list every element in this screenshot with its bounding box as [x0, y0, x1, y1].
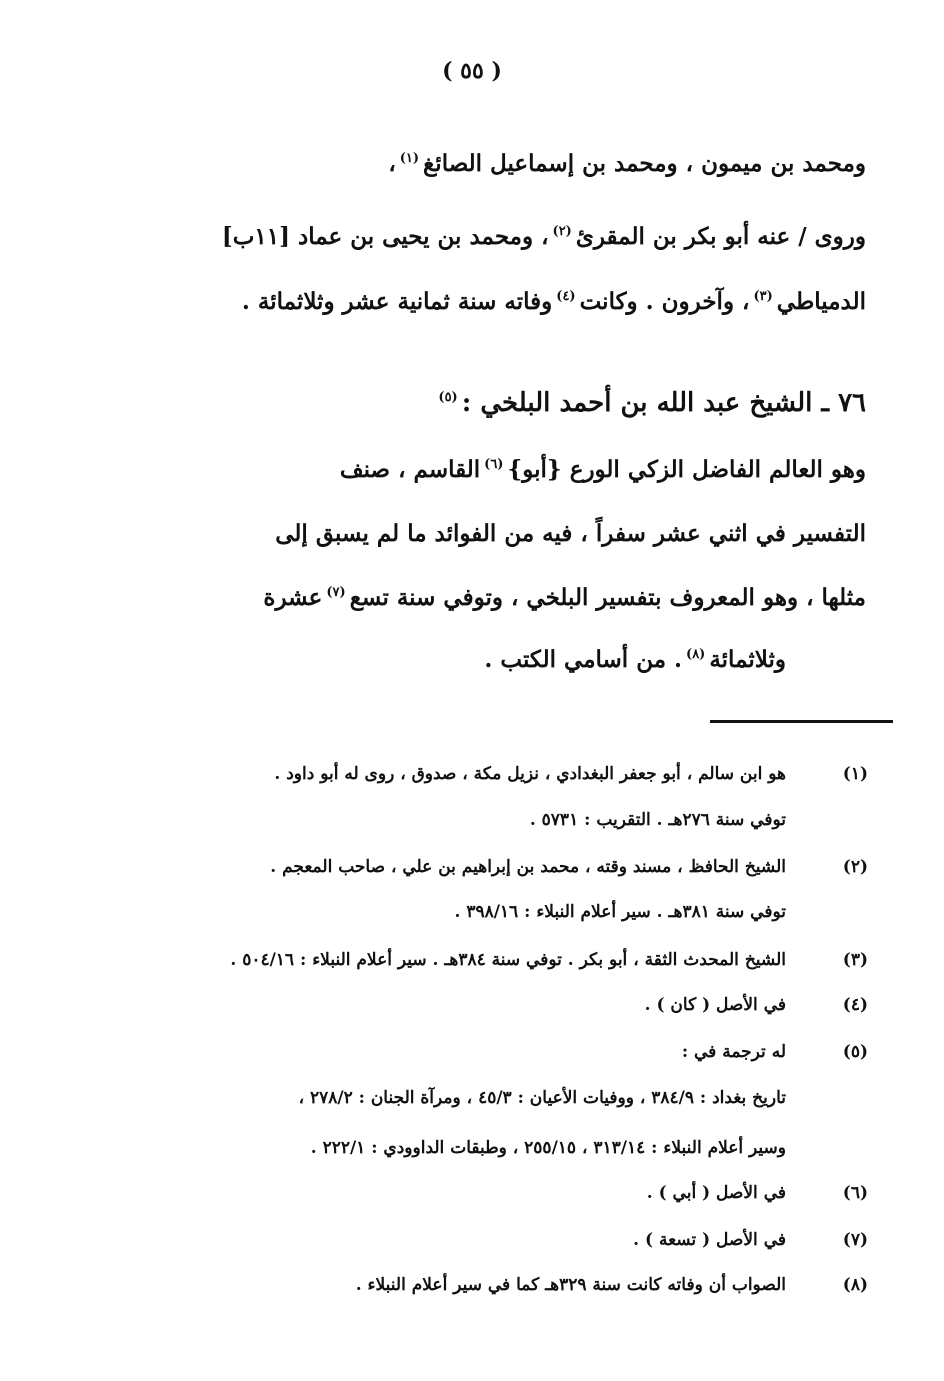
- footnote-text: في الأصل ( تسعة ) .: [633, 1230, 786, 1250]
- footnote-mark-1: (١): [399, 151, 420, 167]
- footnote-text: وسير أعلام النبلاء : ٣١٣/١٤ ، ٢٥٥/١٥ ، وطبقات الداوودي : ٢٢٢/١ .: [310, 1138, 786, 1158]
- footnote-text: الشيخ المحدث الثقة ، أبو بكر . توفي سنة ٣٨٤هـ . سير أعلام النبلاء : ٥٠٤/١٦ .: [230, 950, 786, 970]
- body-text: وروى / عنه أبو بكر بن المقرئ: [575, 223, 866, 250]
- footnote-number: (٣): [842, 950, 868, 970]
- footnote-text: تاريخ بغداد : ٣٨٤/٩ ، ووفيات الأعيان : ٤٥/٣ ، ومرآة الجنان : ٢٧٨/٢ ،: [298, 1088, 786, 1108]
- entry-text: . من أسامي الكتب .: [484, 646, 683, 673]
- footnote-number: (٦): [842, 1183, 868, 1203]
- body-line-3: [242, 290, 866, 313]
- body-text: الدمياطي: [776, 288, 866, 315]
- entry-heading: [434, 388, 866, 418]
- footnote-text: هو ابن سالم ، أبو جعفر البغدادي ، نزيل مكة ، صدوق ، روى له أبو داود .: [274, 764, 786, 784]
- body-text: ، ومحمد بن يحيى بن عماد [١١ب]: [221, 223, 549, 250]
- footnote-number: (١): [842, 764, 868, 784]
- footnote-number: (٤): [842, 995, 868, 1015]
- footnote-number: (٧): [842, 1230, 868, 1250]
- footnote-mark-5: (٥): [438, 390, 458, 406]
- page-number: ( ٥٥ ): [442, 58, 502, 84]
- body-line-1: [388, 152, 866, 175]
- footnote-number: (٢): [842, 857, 868, 877]
- entry-title: ٧٦ ـ الشيخ عبد الله بن أحمد البلخي :: [461, 388, 866, 418]
- entry-text: وثلاثمائة: [709, 646, 786, 673]
- footnote-text: في الأصل ( كان ) .: [644, 995, 786, 1015]
- entry-text: مثلها ، وهو المعروف بتفسير البلخي ، وتوفي سنة تسع: [349, 584, 866, 611]
- entry-line-3: [263, 586, 866, 609]
- entry-line-2: [275, 522, 866, 545]
- footnote-mark-6: (٦): [484, 457, 504, 473]
- footnote-text: توفي سنة ٢٧٦هـ . التقريب : ٥٧٣١ .: [529, 810, 786, 830]
- body-text: وفاته سنة ثمانية عشر وثلاثمائة .: [241, 288, 553, 315]
- footnote-number: (٨): [842, 1275, 868, 1295]
- entry-text: التفسير في اثني عشر سفراً ، فيه من الفوائد ما لم يسبق إلى: [275, 520, 866, 547]
- footnote-mark-7: (٧): [326, 585, 346, 601]
- footnote-mark-4: (٤): [556, 289, 576, 305]
- body-text: ، وآخرون . وكانت: [579, 288, 750, 315]
- footnote-divider: [710, 720, 893, 723]
- footnote-text: له ترجمة في :: [681, 1042, 786, 1062]
- footnote-mark-3: (٣): [753, 289, 773, 305]
- entry-line-4: [484, 648, 786, 671]
- body-text: ،: [388, 150, 396, 177]
- body-line-2: [222, 225, 866, 248]
- entry-text: القاسم ، صنف: [339, 456, 481, 483]
- footnote-mark-8: (٨): [686, 647, 706, 663]
- body-text: ومحمد بن ميمون ، ومحمد بن إسماعيل الصائغ: [423, 150, 866, 177]
- entry-line-1: [340, 458, 866, 481]
- footnote-text: توفي سنة ٣٨١هـ . سير أعلام النبلاء : ٣٩٨/١٦ .: [454, 902, 786, 922]
- footnote-text: في الأصل ( أبي ) .: [646, 1183, 786, 1203]
- entry-text: وهو العالم الفاضل الزكي الورع {أبو}: [507, 456, 866, 483]
- footnote-mark-2: (٢): [552, 224, 572, 240]
- footnote-text: الشيخ الحافظ ، مسند وقته ، محمد بن إبراهيم بن علي ، صاحب المعجم .: [270, 857, 786, 877]
- footnote-number: (٥): [842, 1042, 868, 1062]
- entry-text: عشرة: [263, 584, 323, 611]
- footnote-text: الصواب أن وفاته كانت سنة ٣٢٩هـ كما في سير أعلام النبلاء .: [355, 1275, 786, 1295]
